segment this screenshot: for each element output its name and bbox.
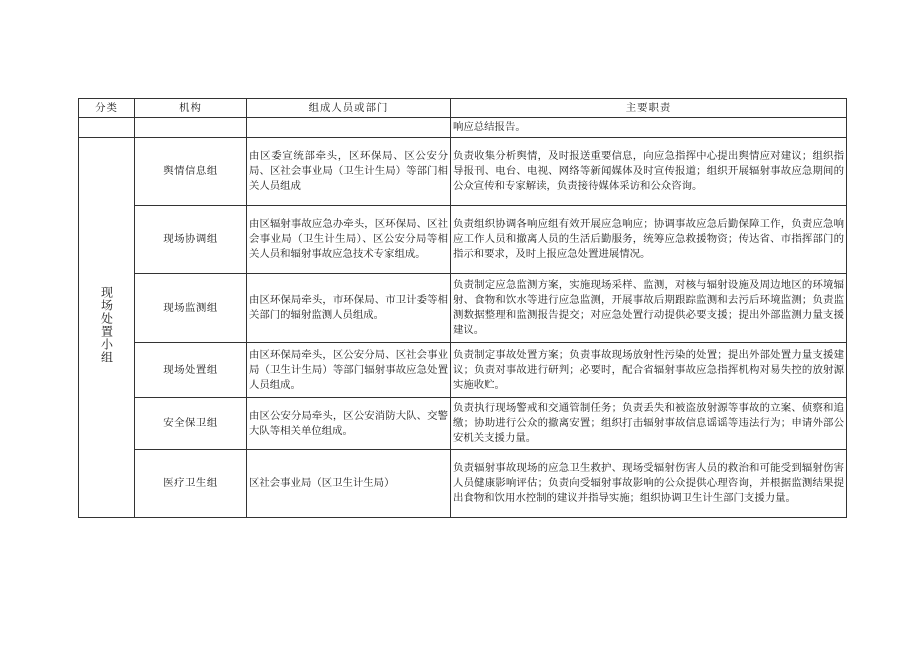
members-cell: 由区环保局牵头，市环保局、市卫计委等相关部门的辐射监测人员组成。 bbox=[247, 274, 451, 343]
header-institution: 机构 bbox=[135, 99, 247, 118]
institution-cell: 现场监测组 bbox=[135, 274, 247, 343]
header-category: 分类 bbox=[79, 99, 135, 118]
duties-cell: 负责制定应急监测方案，实施现场采样、监测，对核与辐射设施及周边地区的环境辐射、食物和饮水等进行应急监测，开展事故后期跟踪监测和去污后环境监测；负责监测数据整理和监测报告提交；对应急处置行动提供必要支援；提出外部监测力量支援建议。 bbox=[451, 274, 847, 343]
header-row bbox=[79, 99, 847, 118]
header-members: 组成人员或部门 bbox=[247, 99, 451, 118]
members-cell: 由区辐射事故应急办牵头，区环保局、区社会事业局（卫生计生局）、区公安分局等相关人员和辐射事故应急技术专家组成。 bbox=[247, 206, 451, 274]
continued-institution bbox=[135, 118, 247, 138]
continued-members bbox=[247, 118, 451, 138]
continued-category bbox=[79, 118, 135, 138]
members-cell: 区社会事业局（区卫生计生局） bbox=[247, 450, 451, 518]
continued-duties: 响应总结报告。 bbox=[451, 118, 847, 138]
institution-cell: 安全保卫组 bbox=[135, 398, 247, 450]
header-duties: 主要职责 bbox=[451, 99, 847, 118]
duties-cell: 负责组织协调各响应组有效开展应急响应；协调事故应急后勤保障工作，负责应急响应工作人员和撤离人员的生活后勤服务，统筹应急救援物资；传达省、市指挥部门的指示和要求，及时上报应急处置进展情况。 bbox=[451, 206, 847, 274]
responsibility-table bbox=[78, 98, 847, 518]
category-cell bbox=[79, 138, 135, 518]
table-row bbox=[79, 398, 847, 450]
continued-row bbox=[79, 118, 847, 138]
category-label: 现场处置小组 bbox=[99, 286, 114, 364]
institution-cell: 舆情信息组 bbox=[135, 138, 247, 206]
institution-cell: 医疗卫生组 bbox=[135, 450, 247, 518]
institution-cell: 现场处置组 bbox=[135, 343, 247, 398]
members-cell: 由区环保局牵头，区公安分局、区社会事业局（卫生计生局）等部门辐射事故应急处置人员组成。 bbox=[247, 343, 451, 398]
institution-cell: 现场协调组 bbox=[135, 206, 247, 274]
duties-cell: 负责执行现场警戒和交通管制任务；负责丢失和被盗放射源等事故的立案、侦察和追缴；协助进行公众的撤离安置；组织打击辐射事故信息谣谣等违法行为；申请外部公安机关支援力量。 bbox=[451, 398, 847, 450]
duties-cell: 负责辐射事故现场的应急卫生救护、现场受辐射伤害人员的救治和可能受到辐射伤害人员健康影响评估；负责向受辐射事故影响的公众提供心理咨询，并根据监测结果提出食物和饮用水控制的建议并指导实施；组织协调卫生计生部门支援力量。 bbox=[451, 450, 847, 518]
table-row bbox=[79, 343, 847, 398]
table-row bbox=[79, 138, 847, 206]
members-cell: 由区公安分局牵头，区公安消防大队、交警大队等相关单位组成。 bbox=[247, 398, 451, 450]
table-row bbox=[79, 450, 847, 518]
table-row bbox=[79, 274, 847, 343]
table-row bbox=[79, 206, 847, 274]
duties-cell: 负责收集分析舆情，及时报送重要信息，向应急指挥中心提出舆情应对建议；组织指导报刊、电台、电视、网络等新闻媒体及时宣传报道；组织开展辐射事故应急期间的公众宣传和专家解读，负责接待媒体采访和公众咨询。 bbox=[451, 138, 847, 206]
members-cell: 由区委宣统部牵头，区环保局、区公安分局、区社会事业局（卫生计生局）等部门相关人员组成 bbox=[247, 138, 451, 206]
duties-cell: 负责制定事故处置方案；负责事故现场放射性污染的处置；提出外部处置力量支援建议；负责对事故进行研判；必要时，配合省辐射事故应急指挥机构对易失控的放射源实施收贮。 bbox=[451, 343, 847, 398]
